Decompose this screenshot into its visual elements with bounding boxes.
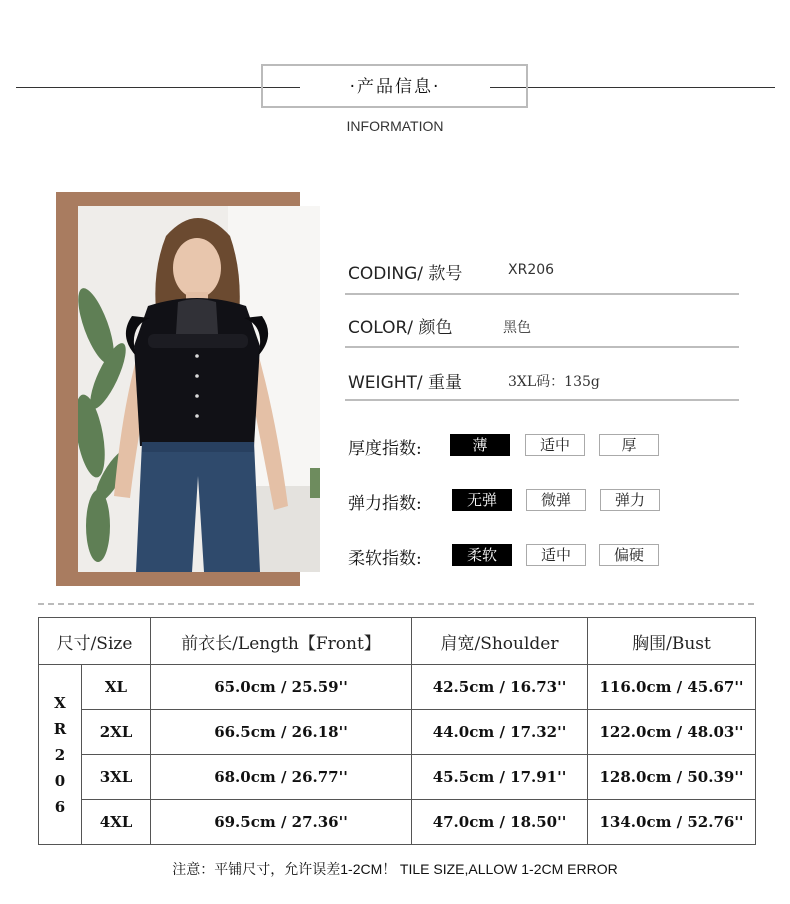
code-letter: R — [53, 719, 67, 738]
info-divider — [345, 399, 739, 401]
elasticity-option-stretch: 弹力 — [600, 489, 660, 511]
color-label: COLOR/ 颜色 — [348, 318, 453, 338]
thickness-option-medium: 适中 — [525, 434, 585, 456]
shoulder-cell: 44.0cm / 17.32'' — [412, 710, 588, 755]
length-cell: 69.5cm / 27.36'' — [151, 800, 412, 845]
info-divider — [345, 293, 739, 295]
size-table — [38, 617, 756, 845]
code-letter: X — [54, 693, 66, 712]
header-length: 前衣长/Length【Front】 — [151, 618, 412, 665]
thickness-index-label: 厚度指数: — [348, 439, 422, 459]
shoulder-cell: 42.5cm / 16.73'' — [412, 665, 588, 710]
bust-cell: 128.0cm / 50.39'' — [588, 755, 756, 800]
thickness-option-thin: 薄 — [450, 434, 510, 456]
product-code-cell — [39, 665, 82, 845]
size-note: 注意：平铺尺寸，允许误差1-2CM！ TILE SIZE,ALLOW 1-2CM ERROR — [172, 861, 618, 877]
softness-option-hard: 偏硬 — [599, 544, 659, 566]
header-shoulder: 肩宽/Shoulder — [412, 618, 588, 665]
table-header-row — [39, 618, 756, 665]
model-illustration — [78, 206, 320, 572]
code-letter: 6 — [54, 797, 66, 816]
length-cell: 68.0cm / 26.77'' — [151, 755, 412, 800]
weight-label: WEIGHT/ 重量 — [348, 373, 463, 393]
table-row — [39, 665, 756, 710]
softness-option-medium: 适中 — [526, 544, 586, 566]
elasticity-option-none: 无弹 — [452, 489, 512, 511]
softness-index-label: 柔软指数: — [348, 549, 422, 569]
table-row — [39, 800, 756, 845]
bust-cell: 134.0cm / 52.76'' — [588, 800, 756, 845]
thickness-option-thick: 厚 — [599, 434, 659, 456]
header-size: 尺寸/Size — [39, 618, 151, 665]
section-subtitle: INFORMATION — [346, 118, 444, 134]
size-cell: XL — [82, 665, 151, 710]
softness-option-soft: 柔软 — [452, 544, 512, 566]
table-row — [39, 755, 756, 800]
elasticity-option-slight: 微弹 — [526, 489, 586, 511]
header-bust: 胸围/Bust — [588, 618, 756, 665]
weight-value: 3XL码：135g — [508, 374, 600, 390]
section-title: ·产品信息· — [300, 74, 490, 100]
coding-value: XR206 — [508, 262, 555, 278]
header-frame-top — [263, 64, 526, 66]
length-cell: 66.5cm / 26.18'' — [151, 710, 412, 755]
shoulder-cell: 45.5cm / 17.91'' — [412, 755, 588, 800]
length-cell: 65.0cm / 25.59'' — [151, 665, 412, 710]
code-letter: 2 — [54, 745, 66, 764]
code-letter: 0 — [54, 771, 66, 790]
size-cell: 4XL — [82, 800, 151, 845]
coding-label: CODING/ 款号 — [348, 264, 463, 284]
dashed-divider — [38, 603, 754, 605]
bust-cell: 122.0cm / 48.03'' — [588, 710, 756, 755]
info-divider — [345, 346, 739, 348]
product-photo — [78, 206, 320, 572]
size-cell: 3XL — [82, 755, 151, 800]
size-cell: 2XL — [82, 710, 151, 755]
color-value: 黑色 — [503, 320, 531, 336]
table-row — [39, 710, 756, 755]
bust-cell: 116.0cm / 45.67'' — [588, 665, 756, 710]
header-frame-bottom — [263, 106, 526, 108]
shoulder-cell: 47.0cm / 18.50'' — [412, 800, 588, 845]
elasticity-index-label: 弹力指数: — [348, 494, 422, 514]
